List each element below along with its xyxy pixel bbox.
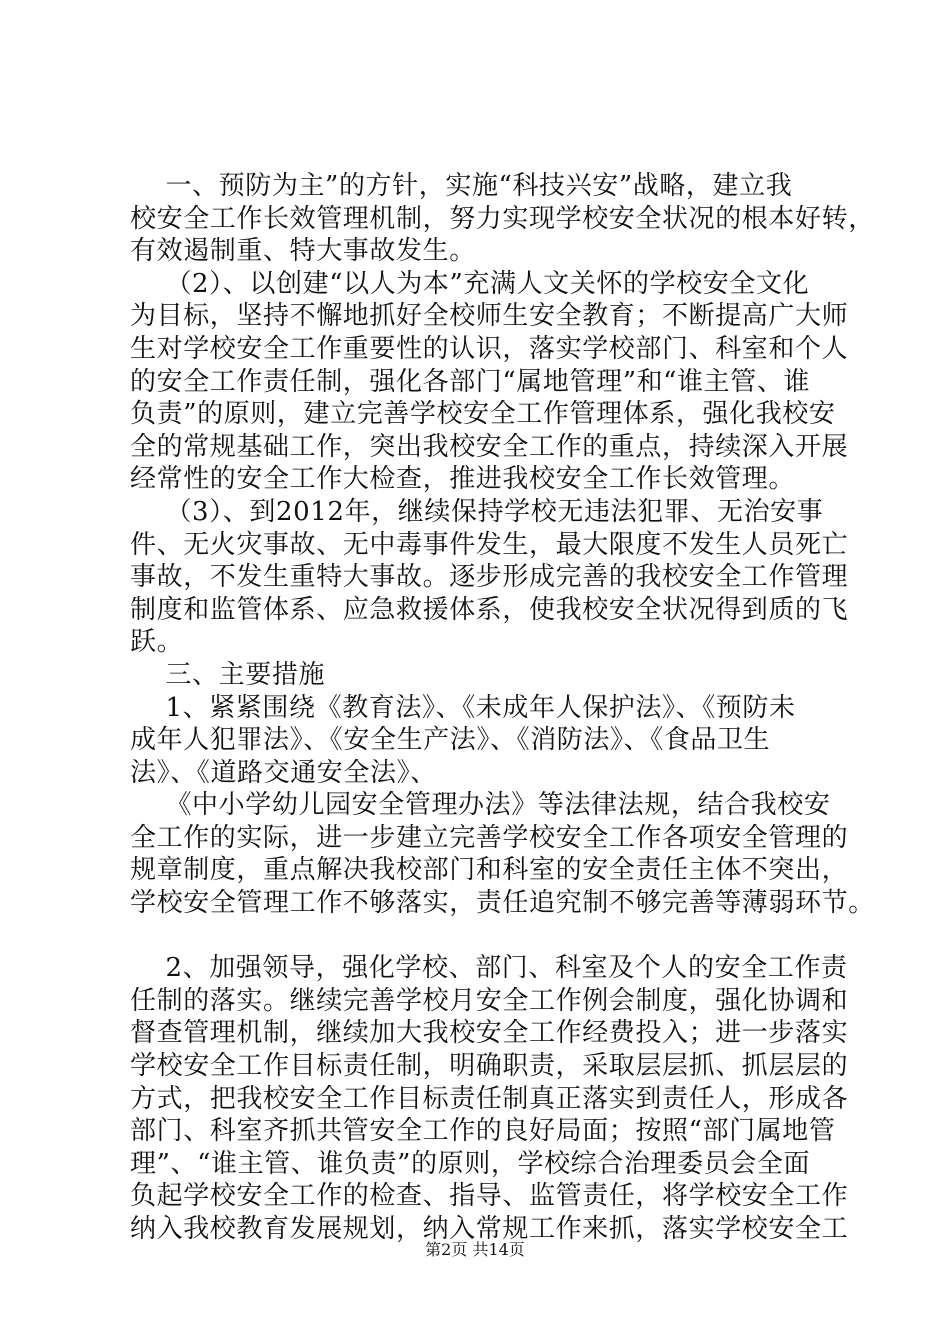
text-line: 规章制度，重点解决我校部门和科室的安全责任主体不突出， <box>130 855 849 886</box>
text-line: 《中小学幼儿园安全管理办法》等法律法规，结合我校安 <box>130 790 831 821</box>
text-line: 督查管理机制，继续加大我校安全工作经费投入；进一步落实 <box>130 1018 849 1049</box>
text-line: 件、无火灾事故、无中毒事件发生，最大限度不发生人员死亡 <box>130 529 849 560</box>
text-line: （3）、到2012年，继续保持学校无违法犯罪、无治安事 <box>130 496 824 527</box>
text-line: 全的常规基础工作，突出我校安全工作的重点，持续深入开展 <box>130 431 849 462</box>
paragraph-block-1 <box>130 170 875 920</box>
text-line: 经常性的安全工作大检查，推进我校安全工作长效管理。 <box>130 464 796 495</box>
text-line: 生对学校安全工作重要性的认识，落实学校部门、科室和个人 <box>130 333 849 364</box>
page-footer: 第2页 共14页 <box>425 1240 525 1259</box>
text-line: （2）、以创建“以人为本”充满人文关怀的学校安全文化 <box>130 268 810 299</box>
paragraph-block-2 <box>130 952 849 1245</box>
text-line: 有效遏制重、特大事故发生。 <box>130 236 476 267</box>
text-line: 事故，不发生重特大事故。逐步形成完善的我校安全工作管理 <box>130 562 849 593</box>
text-line: 学校安全工作目标责任制，明确职责，采取层层抓、抓层层的 <box>130 1051 849 1082</box>
text-line: 法》、《道路交通安全法》、 <box>130 757 437 788</box>
text-line: 学校安全管理工作不够落实，责任追究制不够完善等薄弱环节。 <box>130 888 875 919</box>
text-line: 成年人犯罪法》、《安全生产法》、《消防法》、《食品卫生 <box>130 725 771 756</box>
text-line: 全工作的实际，进一步建立完善学校安全工作各项安全管理的 <box>130 822 849 853</box>
text-line: 负责”的原则，建立完善学校安全工作管理体系，强化我校安 <box>130 399 836 430</box>
text-line: 负起学校安全工作的检查、指导、监管责任，将学校安全工作 <box>130 1181 849 1212</box>
text-line: 一、预防为主”的方针，实施“科技兴安”战略，建立我 <box>130 171 793 201</box>
text-line: 任制的落实。继续完善学校月安全工作例会制度，强化协调和 <box>130 985 849 1016</box>
text-line: 三、主要措施 <box>130 659 326 690</box>
text-line: 校安全工作长效管理机制，努力实现学校安全状况的根本好转， <box>130 203 875 234</box>
text-line: 的安全工作责任制，强化各部门“属地管理”和“谁主管、谁 <box>130 366 811 397</box>
text-line: 方式，把我校安全工作目标责任制真正落实到责任人，形成各 <box>130 1083 849 1114</box>
document-body <box>130 170 875 1246</box>
text-line: 为目标，坚持不懈地抓好全校师生安全教育；不断提高广大师 <box>130 301 849 332</box>
text-line: 纳入我校教育发展规划，纳入常规工作来抓，落实学校安全工 <box>130 1214 849 1244</box>
text-line: 部门、科室齐抓共管安全工作的良好局面；按照“部门属地管 <box>130 1116 836 1147</box>
text-line: 1、紧紧围绕《教育法》、《未成年人保护法》、《预防未 <box>130 692 796 723</box>
paragraph-gap <box>130 920 830 953</box>
text-line: 跃。 <box>130 627 184 658</box>
text-line: 2、加强领导，强化学校、部门、科室及个人的安全工作责 <box>130 953 848 984</box>
text-line: 理”、“谁主管、谁负责”的原则，学校综合治理委员会全面 <box>130 1148 811 1179</box>
text-line: 制度和监管体系、应急救援体系，使我校安全状况得到质的飞 <box>130 594 849 625</box>
